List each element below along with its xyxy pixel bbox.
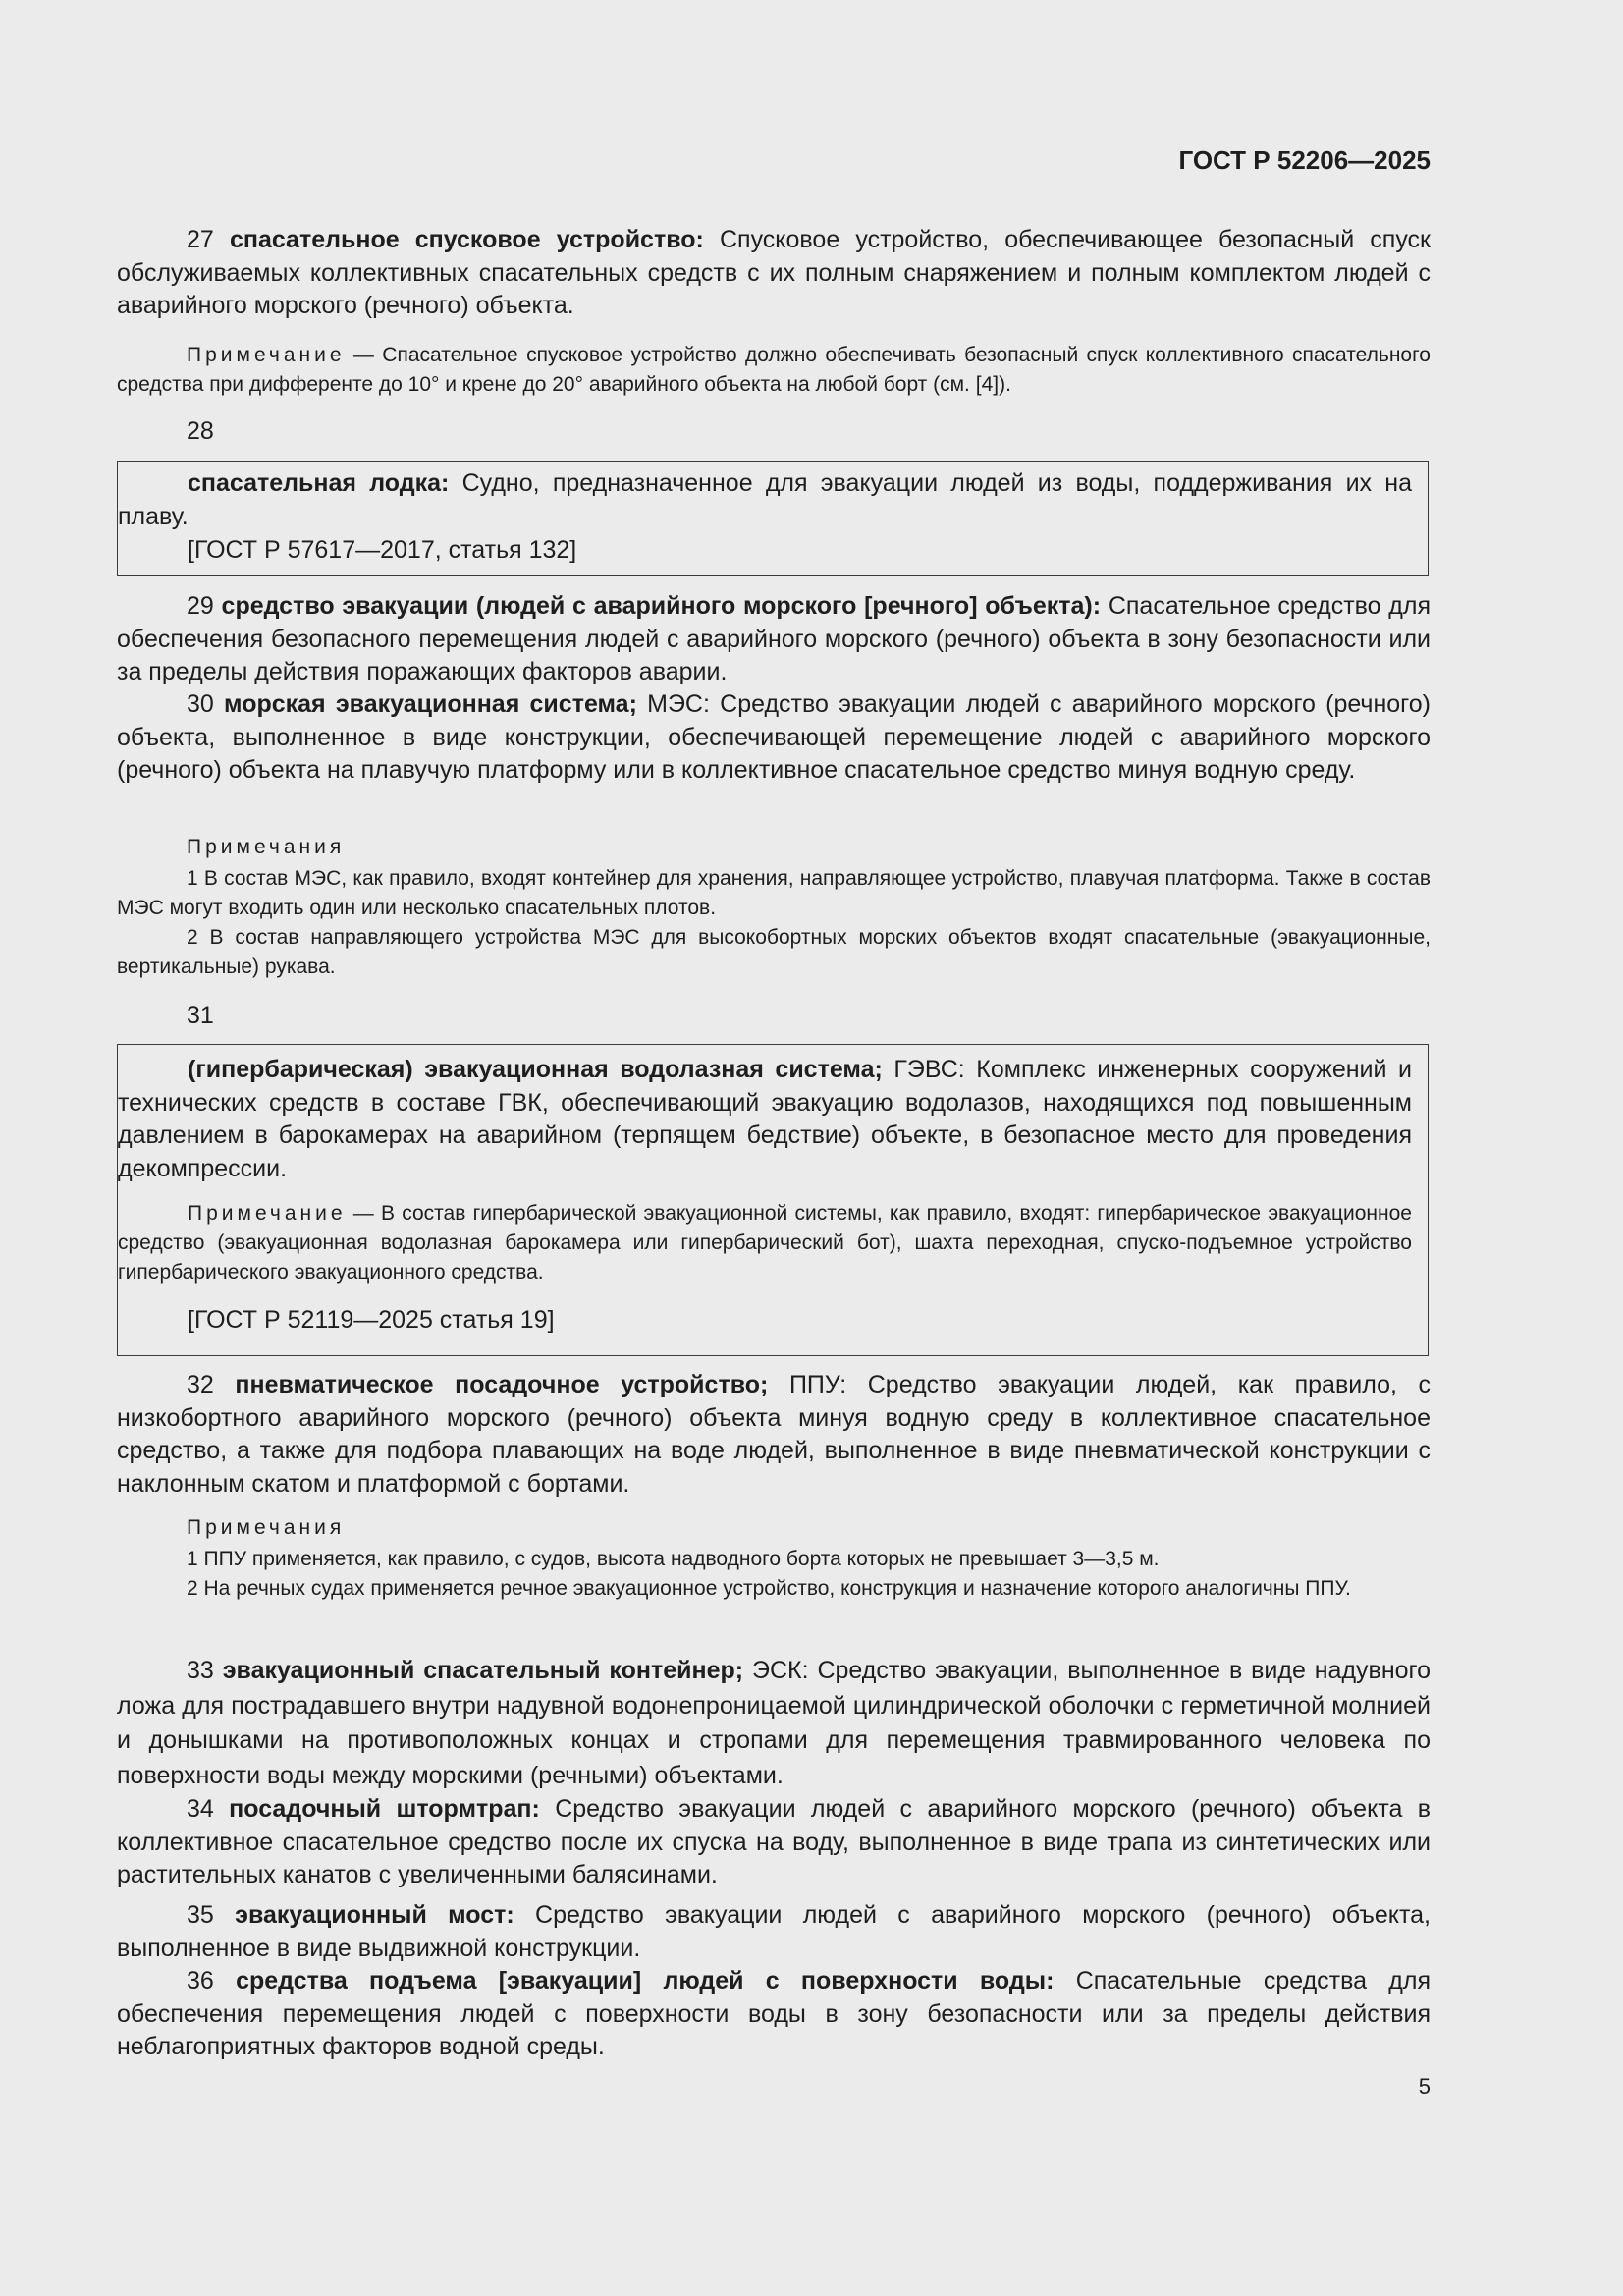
term-note-30-2: 2 В состав направляющего устройства МЭС для высокобортных морских объектов входят спасательные (эвакуационные, вертикальные) рукава. [117,926,1431,978]
term-number: 34 [187,1795,214,1823]
term-note-31 [118,1199,1412,1287]
term-source-31: [ГОСТ Р 52119—2025 статья 19] [188,1306,555,1334]
document-code-header: ГОСТ Р 52206—2025 [1178,145,1431,175]
term-definition: Средство эвакуации людей с аварийного морского (речного) объекта в коллективное спасательное средство после их спуска на воду, выполненное в виде трапа из синтетических или растительных канатов с увеличенными балясинами. [117,1795,1432,1888]
term-note-27 [117,341,1431,400]
term-number: 33 [187,1657,214,1684]
term-definition: Средство эвакуации, выполненное в виде надувного ложа для пострадавшего внутри надувной водонепроницаемой цилиндрической оболочки с герметичной молнией и донышками на противоположных концах и стропами для перемещения травмированного человека по поверхности воды между морскими (речными) объектами. [117,1657,1432,1789]
term-number: 27 [187,226,214,253]
term-source-28: [ГОСТ Р 57617—2017, статья 132] [188,536,577,564]
term-definition: Спусковое устройство, обеспечивающее безопасный спуск обслуживаемых коллективных спасательных средств с их полным снаряжением и полным комплектом людей с аварийного морского (речного) объекта. [117,226,1431,319]
term-title: посадочный штормтрап: [229,1795,540,1823]
term-entry-27 [117,224,1431,323]
term-number-31: 31 [187,1002,214,1029]
term-definition: Спасательные средства для обеспечения перемещения людей с поверхности воды в зону безопасности или за пределы действия неблагоприятных факторов водной среды. [117,1967,1432,2060]
term-title: средства подъема [эвакуации] людей с поверхности воды: [236,1967,1055,1995]
term-number: 29 [187,592,214,620]
note-text: — В состав гипербарической эвакуационной системы, как правило, входят: гипербарическое эвакуационное средство (эвакуационная водолазная барокамера или гипербарический бот), шахта переходная, спуско-подъемное устройство гипербарического эвакуационного средства. [118,1202,1412,1284]
term-title: спасательная лодка: [188,469,450,497]
term-entry-34 [117,1793,1431,1892]
term-title: пневматическое посадочное устройство; [235,1371,769,1398]
page-number: 5 [1418,2074,1431,2099]
note-label: Примечание [188,1202,347,1225]
term-entry-33 [117,1654,1431,1793]
term-definition: Спасательное средство для обеспечения безопасного перемещения людей с аварийного морского (речного) объекта в зону безопасности или за пределы действия поражающих факторов аварии. [117,592,1432,685]
term-title: морская эвакуационная система; [224,690,637,718]
term-definition: Судно, предназначенное для эвакуации людей из воды, поддерживания их на плаву. [118,469,1412,530]
term-title: средство эвакуации (людей с аварийного морского [речного] объекта): [221,592,1102,620]
term-number: 36 [187,1967,214,1995]
term-definition: Средство эвакуации людей с аварийного морского (речного) объекта, выполненное в виде выдвижной конструкции. [117,1901,1431,1962]
term-definition: Средство эвакуации людей с аварийного морского (речного) объекта, выполненное в виде конструкции, обеспечивающей перемещение людей с аварийного морского (речного) объекта на плавучую платформу или в коллективное спасательное средство минуя водную среду. [117,690,1431,784]
term-entry-36 [117,1965,1431,2064]
term-number: 30 [187,690,214,718]
term-title: эвакуационный спасательный контейнер; [222,1657,744,1684]
term-number-28: 28 [187,417,214,445]
term-title: спасательное спусковое устройство: [229,226,704,253]
term-abbreviation: МЭС: [647,690,710,718]
note-text: — Спасательное спусковое устройство должно обеспечивать безопасный спуск коллективного спасательного средства при дифференте до 10° и крене до 20° аварийного объекта на любой борт (см. [4]). [117,344,1431,396]
note-label: Примечание [187,344,346,366]
term-box-31 [117,1044,1429,1356]
term-definition: Средство эвакуации людей, как правило, с низкобортного аварийного морского (речного) объекта минуя водную среду в коллективное спасательное средство, а также для подбора плавающих на воде людей, выполненное в виде пневматической конструкции с наклонным скатом и платформой с бортами. [117,1371,1432,1498]
term-number: 32 [187,1371,214,1398]
term-entry-29 [117,590,1431,689]
term-entry-28 [118,467,1412,533]
term-definition: Комплекс инженерных сооружений и технических средств в составе ГВК, обеспечивающий эвакуацию водолазов, находящихся под повышенным давлением в барокамерах на аварийном (терпящем бедствие) объекте, в безопасное место для проведения декомпрессии. [118,1056,1412,1182]
notes-title-30: Примечания [187,836,346,858]
notes-title-32: Примечания [187,1516,346,1539]
term-note-32-1: 1 ППУ применяется, как правило, с судов, высота надводного борта которых не превышает 3—3,5 м. [187,1548,1160,1570]
term-abbreviation: ППУ: [788,1371,847,1398]
term-note-30-1: 1 В состав МЭС, как правило, входят контейнер для хранения, направляющее устройство, плавучая платформа. Также в состав МЭС могут входить один или несколько спасательных плотов. [117,867,1431,919]
term-entry-35 [117,1899,1431,1965]
term-abbreviation: ЭСК: [752,1657,809,1684]
term-number: 35 [187,1901,214,1929]
term-title: (гипербарическая) эвакуационная водолазная система; [188,1056,883,1083]
term-entry-30 [117,688,1431,788]
term-abbreviation: ГЭВС: [893,1056,965,1083]
term-title: эвакуационный мост: [235,1901,514,1929]
term-note-32-2: 2 На речных судах применяется речное эвакуационное устройство, конструкция и назначение которого аналогичны ППУ. [187,1577,1351,1600]
term-box-28 [117,461,1429,576]
term-entry-32 [117,1369,1431,1501]
term-entry-31 [118,1054,1412,1185]
